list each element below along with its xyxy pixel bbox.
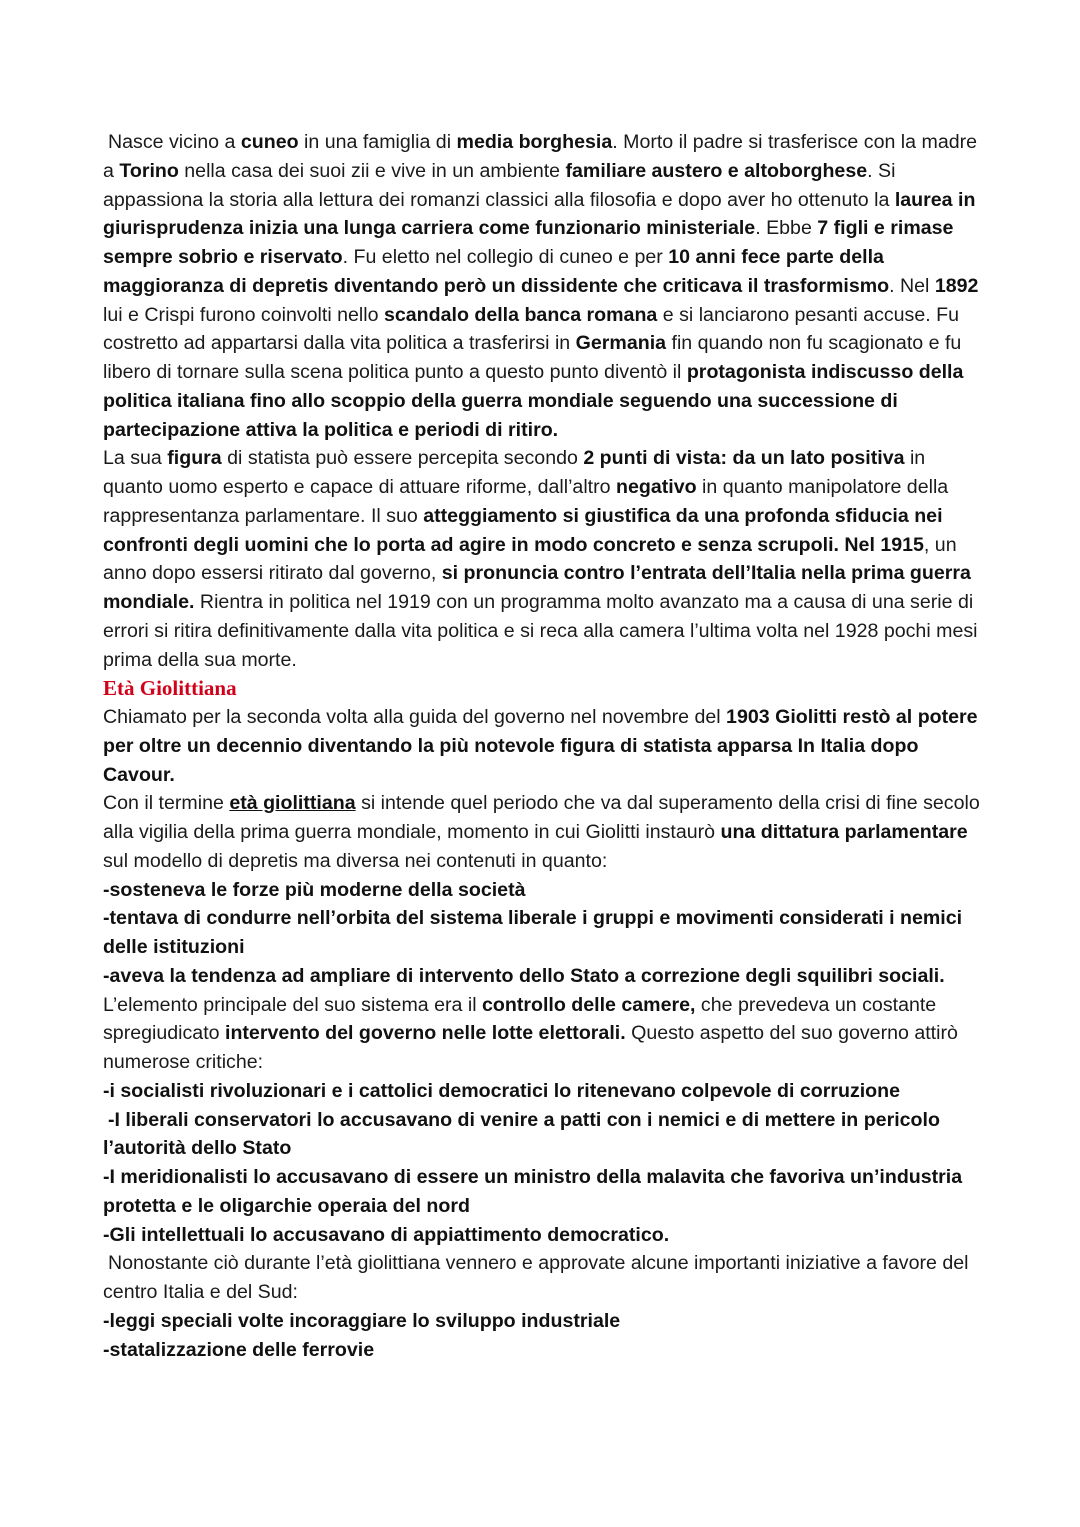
paragraph (103, 1307, 983, 1336)
bold-text: -I liberali conservatori lo accusavano di venire a patti con i nemici e di mettere in pericolo l’autorità dello Stato (103, 1108, 940, 1160)
text-span: L’elemento principale del suo sistema era il (103, 993, 483, 1016)
bold-text: atteggiamento si giustifica da una profonda sfiducia nei confronti degli uomini che lo porta ad agire in modo concreto e senza scrupoli. Nel 1915 (103, 504, 943, 556)
paragraph (103, 444, 983, 674)
bold-text: 1903 Giolitti restò al potere per oltre un decennio diventando la più notevole figura di statista apparsa In Italia dopo Cavour. (103, 706, 978, 786)
text-span: nella casa dei suoi zii e vive in un ambiente (178, 159, 566, 182)
text-span: in quanto uomo esperto e capace di attuare riforme, dall’altro (103, 447, 926, 498)
bold-text: figura (167, 447, 222, 470)
text-span: . Fu eletto nel collegio di cuneo e per (342, 246, 669, 268)
paragraph (103, 904, 983, 962)
text-span: . Morto il padre si trasferisce con la madre a (103, 131, 978, 182)
text-span: . Si appassiona la storia alla lettura dei romanzi classici alla filosofia e dopo aver ho ottenuto la (103, 159, 896, 211)
text-span: in una famiglia di (298, 131, 457, 153)
paragraph (103, 1163, 983, 1221)
bold-text: controllo delle camere, (482, 993, 696, 1016)
bold-text: -Gli intellettuali lo accusavano di appiattimento democratico. (103, 1223, 670, 1246)
text-span: . Nel (889, 274, 935, 297)
paragraph (103, 703, 983, 789)
paragraph (103, 789, 983, 875)
bold-text: -leggi speciali volte incoraggiare lo sviluppo industriale (103, 1309, 621, 1332)
paragraph (103, 991, 983, 1077)
bold-text: 1892 (934, 274, 979, 297)
paragraph (103, 128, 983, 444)
bold-text: negativo (616, 476, 697, 498)
paragraph (103, 1336, 983, 1365)
bold-text: intervento del governo nelle lotte elettorali. (225, 1022, 626, 1045)
paragraph (103, 1077, 983, 1106)
section-heading: Età Giolittiana (103, 676, 237, 701)
bold-text: 10 anni fece parte della maggioranza di depretis diventando però un dissidente che criticava il trasformismo (103, 246, 890, 297)
paragraph (103, 1249, 983, 1307)
bold-text: -tentava di condurre nell’orbita del sistema liberale i gruppi e movimenti considerati i nemici delle istituzioni (103, 907, 963, 958)
bold-text: -sosteneva le forze più moderne della società (103, 878, 526, 901)
paragraph (103, 876, 983, 905)
bold-text: -i socialisti rivoluzionari e i cattolici democratici lo ritenevano colpevole di corruzione (103, 1079, 901, 1102)
paragraph (103, 962, 983, 991)
text-span: La sua (103, 447, 168, 470)
text-span: Rientra in politica nel 1919 con un programma molto avanzato ma a causa di una serie di errori si ritira definitivamente dalla vita politica e si reca alla camera l’ultima volta nel 1928 pochi mesi prima della sua morte. (103, 591, 978, 671)
text-span: Chiamato per la seconda volta alla guida del governo nel novembre del (103, 706, 727, 728)
bold-text: cuneo (240, 131, 299, 153)
text-span: Nonostante ciò durante l’età giolittiana vennero e approvate alcune importanti iniziative a favore del centro Italia e del Sud: (103, 1252, 969, 1303)
bold-text: Germania (575, 332, 667, 355)
text-span: Questo aspetto del suo governo attirò numerose critiche: (103, 1022, 958, 1073)
document-page (103, 128, 983, 1364)
bold-text: scandalo della banca romana (383, 303, 658, 326)
bold-text: si pronuncia contro l’entrata dell’Italia nella prima guerra mondiale. (103, 562, 971, 613)
text-span: lui e Crispi furono coinvolti nello (103, 303, 384, 326)
bold-text: familiare austero e altoborghese (565, 159, 868, 182)
bold-text: 2 punti di vista: da un lato positiva (583, 447, 905, 470)
bold-text: Torino (119, 159, 179, 182)
text-span: di statista può essere percepita secondo (221, 447, 584, 470)
bold-text (229, 792, 355, 814)
bold-text: -statalizzazione delle ferrovie (103, 1338, 375, 1361)
bold-text: laurea in giurisprudenza inizia una lunga carriera come funzionario ministeriale (103, 188, 976, 240)
text-span: . Ebbe (755, 217, 818, 240)
bold-text: 7 figli e rimase sempre sobrio e riservato (103, 217, 954, 268)
text-span: , un anno dopo essersi ritirato dal governo, (103, 533, 957, 585)
paragraph (103, 1106, 983, 1164)
text-span: Nasce vicino a (108, 131, 241, 153)
text-span: sul modello di depretis ma diversa nei contenuti in quanto: (103, 849, 608, 872)
text-span: fin quando non fu scagionato e fu libero di tornare sulla scena politica punto a questo punto diventò il (103, 332, 962, 383)
text-span: si intende quel periodo che va dal superamento della crisi di fine secolo alla vigilia della prima guerra mondiale, momento in cui Giolitti instaurò (103, 792, 980, 843)
text-span: e si lanciarono pesanti accuse. Fu costretto ad appartarsi dalla vita politica a trasferirsi in (103, 303, 960, 355)
bold-text: protagonista indiscusso della politica italiana fino allo scoppio della guerra mondiale seguendo una successione di partecipazione attiva la politica e periodi di ritiro. (103, 361, 964, 441)
bold-text: una dittatura parlamentare (720, 821, 968, 843)
bold-text: -aveva la tendenza ad ampliare di intervento dello Stato a correzione degli squilibri sociali. (103, 964, 945, 987)
bold-text: -I meridionalisti lo accusavano di essere un ministro della malavita che favoriva un’industria protetta e le oligarchie operaia del nord (103, 1166, 963, 1217)
underlined-term: età giolittiana (229, 792, 356, 815)
paragraph (103, 1221, 983, 1250)
text-span: in quanto manipolatore della rappresentanza parlamentare. Il suo (103, 476, 949, 527)
text-span: che prevedeva un costante spregiudicato (103, 993, 937, 1045)
bold-text: media borghesia (456, 131, 613, 153)
text-span: Con il termine (103, 792, 230, 815)
